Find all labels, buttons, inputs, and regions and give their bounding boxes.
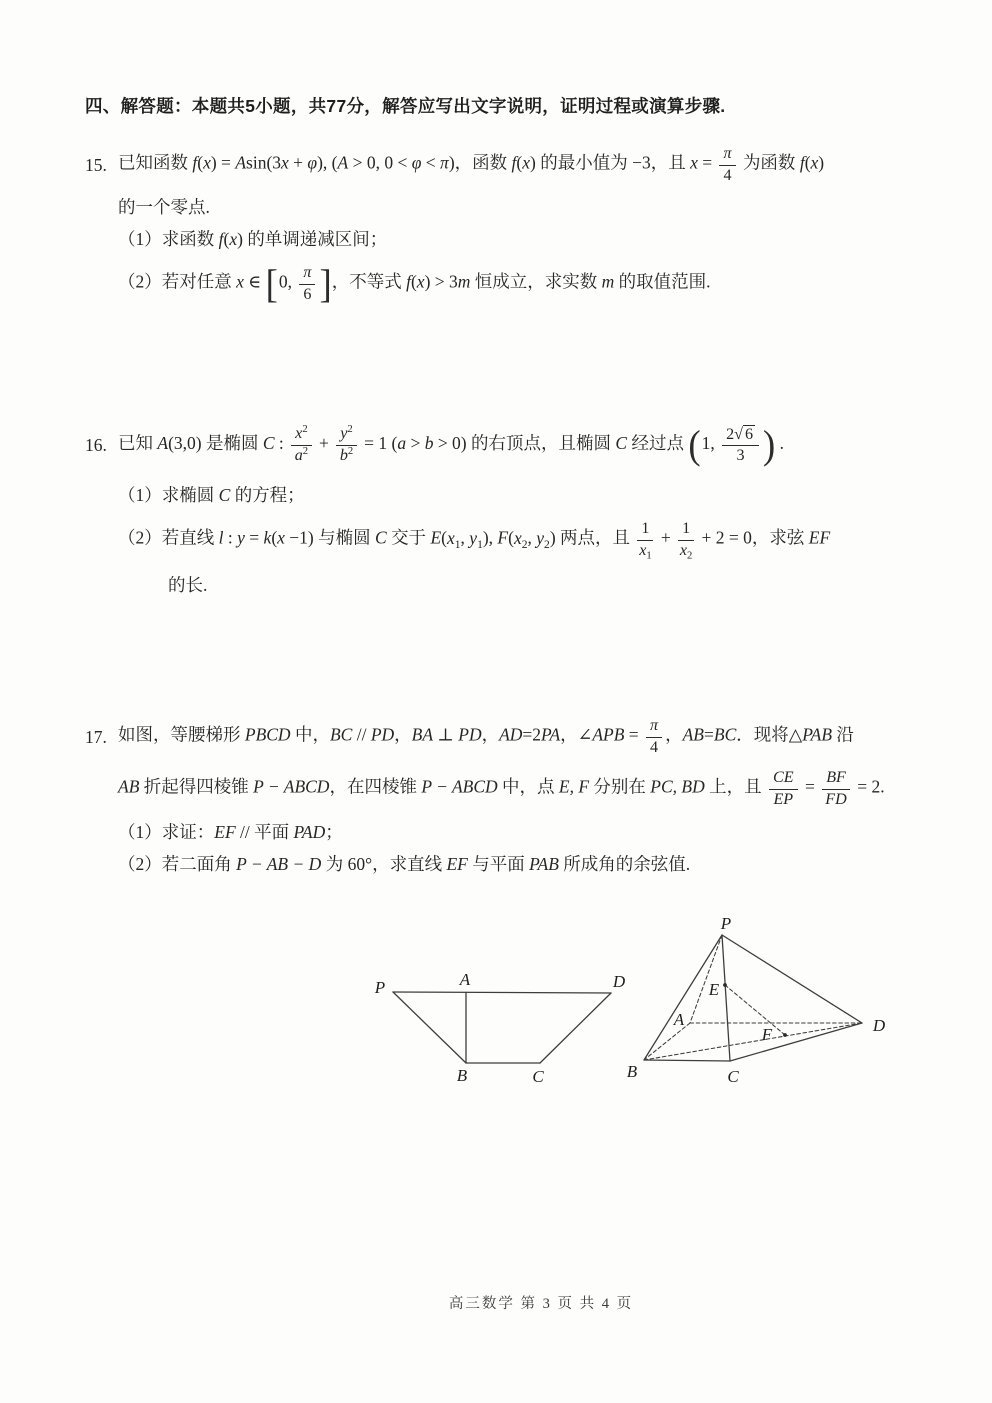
problem-number: 17. [85,726,107,747]
edge-PC [722,935,730,1061]
fraction: $\frac{1}{x_1}$ [639,520,652,562]
line-content: （2）若对任意 x ∈ [ 0, $\frac{\pi}{6}$ ] ，不等式 f(x) > 3m 恒成立，求实数 m 的取值范围. [118,261,711,307]
radical: √ 6 [734,425,754,443]
line-content: （2）若直线 l : y = k(x −1) 与椭圆 C 交于 $E(x_1$, $y_1$), $F(x_2$, $y_2$) 两点，且 $\frac{1}{x_1}$ + $\frac{1}{x_2}$ + 2 = 0，求弦 EF [118,520,831,562]
vertex-label-E: E [708,980,720,999]
line-content: 的长. [168,574,208,595]
section-header: 四、解答题：本题共5小题，共77分，解答应写出文字说明，证明过程或演算步骤. [85,96,726,116]
problem-line [85,139,912,191]
edge-PD [393,992,611,993]
fraction: 2 √ 6 3 [722,425,759,465]
problem-line [85,569,912,599]
problem-line [85,711,912,763]
line-content: AB 折起得四棱锥 P − ABCD，在四棱锥 P − ABCD 中，点 E, F 分别在 PC, BD 上，且 $\frac{CE}{EP}$ = $\frac{BF}{FD}$ = 2. [118,769,885,808]
vertex-label-P: P [720,914,732,933]
problem-line [85,763,912,815]
problem-line [85,255,912,313]
vertex-label-C: C [727,1067,739,1086]
line-content: 已知 A(3,0) 是椭圆 C : $\frac{x^2}{a^2}$ + $\frac{y^2}{b^2}$ = 1 (a > b > 0) 的右顶点，且椭圆 C 经过点 ( 1, 2 √ 6 3 ) . [118,422,785,468]
edge-EF [725,985,785,1035]
edge-PB [393,992,466,1063]
line-content: （2）若二面角 P − AB − D 为 60°，求直线 EF 与平面 PAB 所成角的余弦值. [118,853,691,874]
vertex-label-D: D [612,972,626,991]
edge-BC [644,1060,730,1061]
problem-line [85,221,912,255]
vertex-label-A: A [459,970,471,989]
line-content: （1）求椭圆 C 的方程； [118,484,305,505]
trapezoid-figure [350,955,640,1090]
problem-line [85,511,912,569]
fraction: $\frac{1}{x_2}$ [679,520,693,562]
problem-line [85,815,912,847]
problem-16 [85,413,912,599]
fraction: $\frac{BF}{FD}$ [822,769,850,808]
problem-number: 16. [85,434,107,455]
fraction: $\frac{\pi}{4}$ [646,717,662,756]
problem-number: 15. [85,154,107,175]
problem-17 [85,711,912,879]
point-dot-F [783,1033,787,1037]
bracket-group: [ 0, $\frac{\pi}{6}$ ] [265,261,332,307]
line-content: （1）求证：EF // 平面 PAD； [118,821,343,842]
page-footer: 高三数学 第 3 页 共 4 页 [448,1296,634,1312]
problem-15 [85,139,912,313]
figures-row [85,915,912,1110]
bracket-group: ( 1, 2 √ 6 3 ) [688,422,776,468]
problem-line [85,413,912,477]
line-content: 已知函数 f(x) = Asin(3x + φ), (A > 0, 0 < φ < π)，函数 f(x) 的最小值为 −3，且 x = $\frac{\pi}{4}$ 为函数 f(x) [118,145,825,184]
point-dot-E [723,983,727,987]
vertex-label-P: P [374,978,386,997]
fraction: $\frac{\pi}{4}$ [719,145,735,184]
fraction: $\frac{CE}{EP}$ [769,769,798,808]
vertex-label-F: F [761,1025,773,1044]
problem-line [85,191,912,221]
fraction: $\frac{y^2}{b^2}$ [336,425,356,464]
vertex-label-B: B [626,1062,638,1081]
vertex-label-D: D [872,1016,886,1035]
fraction: $\frac{\pi}{6}$ [299,264,315,303]
line-content: 如图，等腰梯形 PBCD 中，BC // PD，BA ⊥ PD，AD=2PA，∠APB = $\frac{\pi}{4}$ ，AB=BC．现将△PAB 沿 [118,717,854,756]
problem-line [85,477,912,511]
vertex-label-C: C [532,1067,544,1086]
problem-line [85,847,912,879]
fraction: $\frac{x^2}{a^2}$ [291,425,311,464]
pyramid-figure [620,915,905,1100]
edge-CD [540,993,611,1063]
line-content: 的一个零点. [118,196,210,217]
vertex-label-A: A [673,1010,685,1029]
edge-PD [722,935,862,1023]
line-content: （1）求函数 f(x) 的单调递减区间； [118,228,388,249]
vertex-label-B: B [456,1066,468,1085]
